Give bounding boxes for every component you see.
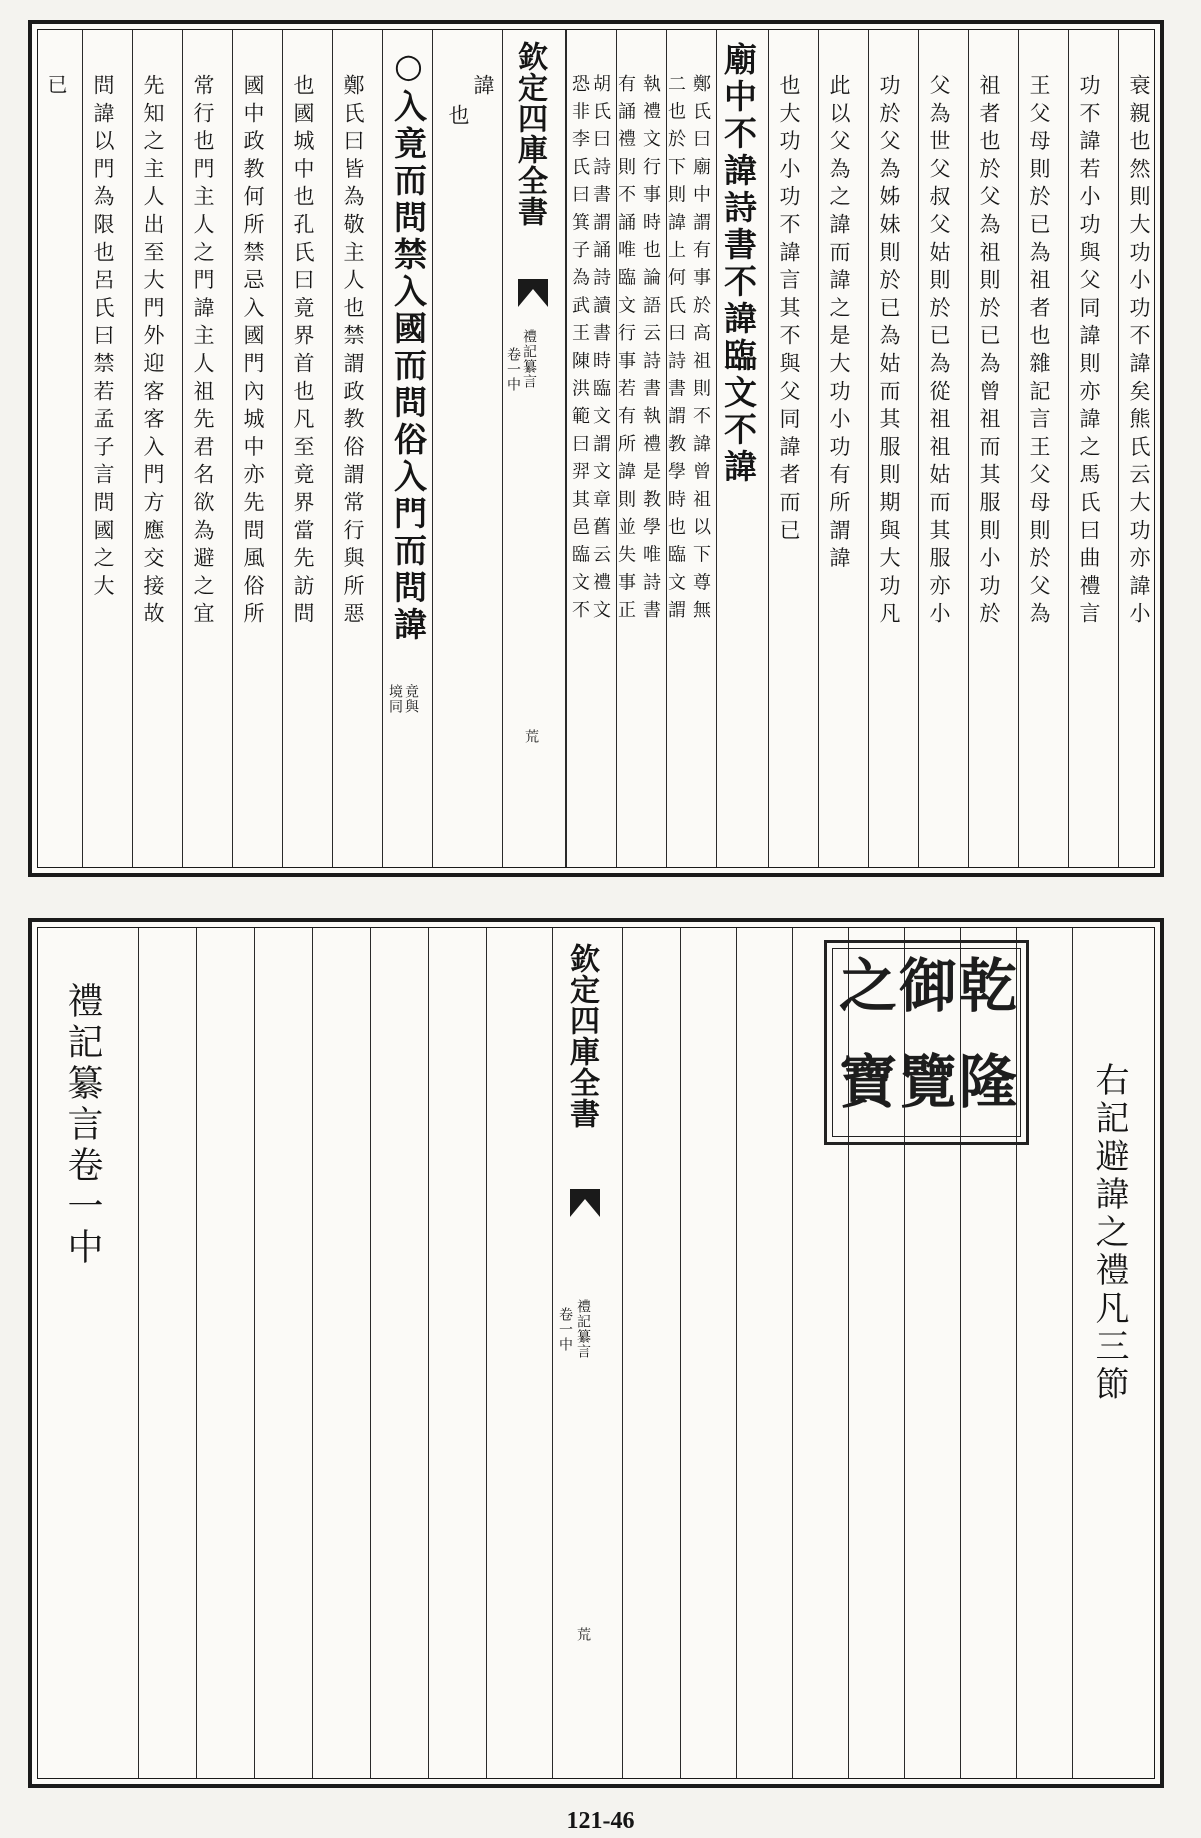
fishtail-mark-icon [570, 1189, 600, 1217]
imperial-seal [824, 940, 1029, 1145]
text-column: 問諱以門為限也呂氏曰禁若孟子言問國之大 [91, 74, 115, 603]
book-title: 欽定四庫全書 [564, 943, 599, 1129]
text-column: 祖者也於父為祖則於已為曾祖而其服則小功於 [977, 74, 1001, 630]
text-column: 已 [44, 74, 68, 101]
book-title: 欽定四庫全書 [512, 41, 547, 227]
text-column: 衰親也然則大功小功不諱矣熊氏云大功亦諱小 [1127, 74, 1151, 630]
text-column: 王父母則於已為祖者也雜記言王父母則於父為 [1027, 74, 1051, 630]
seal-glyph: 御 [899, 952, 958, 1020]
text-column: 胡氏曰詩書謂誦詩讀書時臨文謂文章舊云禮文 [590, 74, 611, 628]
top-left-commentary [28, 20, 1164, 877]
text-column: 鄭氏曰廟中謂有事於高祖則不諱曾祖以下尊無 [690, 74, 711, 628]
text-column: 功於父為姊妹則於已為姑而其服則期與大功凡 [877, 74, 901, 630]
text-column: 父為世父叔父姑則於已為從祖祖姑而其服亦小 [927, 74, 951, 630]
fold-volume: 卷一中 [557, 1307, 573, 1352]
seal-glyph: 乾 [959, 952, 1018, 1020]
fold-subtitle: 禮記纂言 [521, 329, 537, 389]
seal-glyph: 寶 [839, 1048, 898, 1116]
text-column: 有誦禮則不誦唯臨文行事若有所諱則並失事正 [615, 74, 636, 628]
classic-text-heading: 廟中不諱詩書不諱臨文不諱 [719, 42, 758, 486]
fold-subtitle: 禮記纂言 [575, 1299, 591, 1359]
page-number: 121-46 [566, 1808, 635, 1834]
text-column: 也國城中也孔氏曰竟界首也凡至竟界當先訪問 [291, 74, 315, 630]
fold-page-mark: 荒 [523, 729, 539, 744]
text-column: 此以父為之諱而諱之是大功小功有所謂諱 [827, 74, 851, 575]
text-column: 二也於下則諱上何氏曰詩書謂教學時也臨文謂 [665, 74, 686, 628]
section-note: 右記避諱之禮凡三節 [1089, 1062, 1129, 1404]
bottom-page-panel [28, 918, 1164, 1788]
juan-end-title: 禮記纂言卷一中 [62, 982, 103, 1269]
heading-note: 竟與 [403, 684, 419, 714]
text-column: 先知之主人出至大門外迎客客入門方應交接故 [141, 74, 165, 630]
text-column: 恐非李氏曰箕子為武王陳洪範曰羿其邑臨文不 [569, 74, 590, 628]
text-column: 功不諱若小功與父同諱則亦諱之馬氏曰曲禮言 [1077, 74, 1101, 630]
seal-glyph: 之 [839, 952, 898, 1020]
text-column: 諱 [471, 74, 495, 102]
text-column: 也 [446, 104, 470, 132]
seal-glyph: 隆 [959, 1048, 1018, 1116]
text-column: 常行也門主人之門諱主人祖先君名欲為避之宜 [191, 74, 215, 630]
text-column: 國中政教何所禁忌入國門內城中亦先問風俗所 [241, 74, 265, 630]
heading-note: 境同 [387, 684, 403, 714]
text-column: 也大功小功不諱言其不與父同諱者而已 [777, 74, 801, 547]
fold-volume: 卷一中 [505, 347, 521, 392]
seal-glyph: 覽 [899, 1048, 958, 1116]
fold-center-block [552, 927, 622, 1779]
text-column: 執禮文行事時也論語云詩書執禮是教學唯詩書 [640, 74, 661, 628]
fold-page-mark: 荒 [575, 1627, 591, 1642]
text-column: 鄭氏曰皆為敬主人也禁謂政教俗謂常行與所惡 [341, 74, 365, 630]
classic-text-heading: ○入竟而問禁入國而問俗入門而問諱 [389, 46, 428, 644]
